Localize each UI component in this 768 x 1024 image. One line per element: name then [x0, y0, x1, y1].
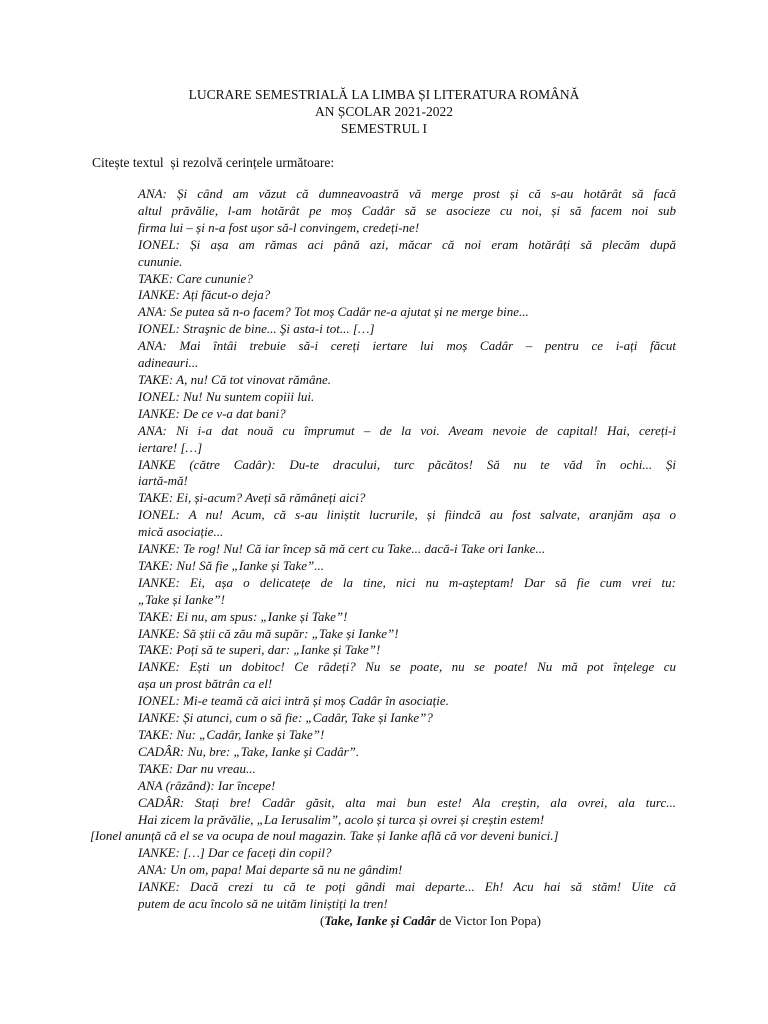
dialogue-line: ANA: Și când am văzut că dumneavoastră vă merge prost și că s-au hotărât să facă: [138, 186, 676, 201]
dialogue-line: IANKE (către Cadâr): Du-te dracului, turc păcătos! Să nu te văd în ochi... Și: [138, 456, 676, 472]
dialogue-line: IANKE: […] Dar ce faceți din copil?: [138, 845, 332, 861]
dialogue-line: firma lui – și n-a fost ușor să-l convingem, credeți-ne!: [138, 219, 420, 235]
header-semester: SEMESTRUL I: [340, 121, 428, 136]
dialogue-line: IANKE: De ce v-a dat bani?: [138, 405, 286, 421]
dialogue-line: IANKE: Și atunci, cum o să fie: „Cadâr, Take și Ianke”?: [138, 710, 433, 726]
dialogue-line: mică asociație...: [138, 524, 224, 540]
dialogue-line: TAKE: Nu: „Cadâr, Ianke și Take”!: [138, 727, 325, 742]
dialogue-line: TAKE: Poți să te superi, dar: „Ianke și Take”!: [138, 642, 381, 658]
dialogue-line: putem de acu încolo să ne uităm liniștiți la tren!: [138, 896, 388, 912]
dialogue-line: așa un prost bătrân ca el!: [138, 676, 273, 692]
header-title: LUCRARE SEMESTRIALĂ LA LIMBA ȘI LITERATURA ROMÂNĂ: [188, 87, 580, 102]
dialogue-line: IONEL: Mi-e teamă că aici intră și moș Cadâr în asociație.: [138, 693, 449, 709]
dialogue-line: iartă-mă!: [138, 473, 188, 489]
dialogue-line: IANKE: Ei, așa o delicatețe de la tine, nici nu m-așteptam! Dar să fie cum vrei tu:: [138, 574, 676, 590]
play-excerpt: [90, 186, 676, 930]
instruction-text: Citește textul și rezolvă cerințele următoare:: [92, 155, 335, 170]
document-header: [0, 86, 768, 137]
dialogue-line: ANA: Se putea să n-o facem? Tot moș Cadâr ne-a ajutat și ne merge bine...: [138, 304, 529, 320]
dialogue-line: IANKE: Dacă crezi tu că te poți gândi mai departe... Eh! Acu hai să stăm! Uite că: [138, 879, 676, 895]
dialogue-line: CADÂR: Nu, bre: „Take, Ianke și Cadâr”.: [138, 743, 360, 759]
dialogue-line: IONEL: A nu! Acum, că s-au liniștit lucrurile, și fiindcă au fost salvate, aranjăm așa o: [138, 507, 676, 523]
dialogue-line: IANKE: Te rog! Nu! Că iar încep să mă cert cu Take... dacă-i Take ori Ianke...: [138, 541, 546, 557]
dialogue-line: CADÂR: Stați bre! Cadâr găsit, alta mai bun este! Ala creștin, ala ovrei, ala turc...: [138, 794, 676, 810]
citation-author: de Victor Ion Popa): [435, 912, 541, 928]
dialogue-line: IONEL: Și așa am rămas aci până azi, măcar că noi eram hotărâți să plecăm după: [138, 236, 676, 252]
dialogue-line: TAKE: Care cununie?: [138, 270, 253, 286]
dialogue-line: IANKE: Ați făcut-o deja?: [138, 287, 271, 303]
dialogue-line: adineauri...: [138, 355, 199, 371]
dialogue-line: IONEL: Straşnic de bine... Şi asta-i tot... […]: [138, 321, 375, 337]
dialogue-line: ANA: Ni i-a dat nouă cu împrumut – de la voi. Aveam nevoie de capital! Hai, cereți-i: [138, 422, 676, 438]
dialogue-line: ANA: Mai întâi trebuie să-i cereți iertare lui moș Cadâr – pentru ce i-ați făcut: [138, 338, 676, 354]
dialogue-line: TAKE: Ei nu, am spus: „Ianke și Take”!: [138, 608, 348, 624]
stage-direction: [Ionel anunță că el se va ocupa de noul magazin. Take și Ianke află că vor deveni bunici.]: [90, 828, 559, 844]
source-citation: [138, 913, 676, 930]
dialogue-line: IANKE: Să știi că zău mă supăr: „Take și Ianke”!: [138, 625, 399, 641]
dialogue-line: TAKE: Dar nu vreau...: [138, 760, 256, 776]
dialogue-line: Hai zicem la prăvălie, „La Ierusalim”, acolo și turca și ovrei și creștin estem!: [138, 811, 545, 827]
citation-open-paren: (: [320, 912, 325, 928]
dialogue-line: IONEL: Nu! Nu suntem copiii lui.: [138, 388, 315, 404]
dialogue-line: „Take și Ianke”!: [138, 591, 225, 607]
dialogue-line: ANA (râzând): Iar începe!: [138, 777, 276, 793]
dialogue-line: IANKE: Ești un dobitoc! Ce râdeți? Nu se poate, nu se poate! Nu mă pot înțelege cu: [138, 659, 676, 675]
header-school-year: AN ȘCOLAR 2021-2022: [314, 104, 453, 119]
dialogue-line: cununie.: [138, 253, 183, 269]
dialogue-line: TAKE: Ei, și-acum? Aveți să rămâneți aici?: [138, 490, 366, 506]
dialogue-line: TAKE: A, nu! Că tot vinovat rămâne.: [138, 371, 332, 387]
citation-title: Take, Ianke și Cadâr: [324, 912, 436, 928]
dialogue-line: ANA: Un om, papa! Mai departe să nu ne gândim!: [138, 862, 403, 878]
dialogue-line: iertare! […]: [138, 439, 203, 455]
dialogue-line: TAKE: Nu! Să fie „Ianke și Take”...: [138, 557, 324, 573]
dialogue-line: altul prăvălie, l-am hotărât pe moș Cadâr să se asocieze cu noi, și să facem noi sub: [138, 202, 676, 218]
